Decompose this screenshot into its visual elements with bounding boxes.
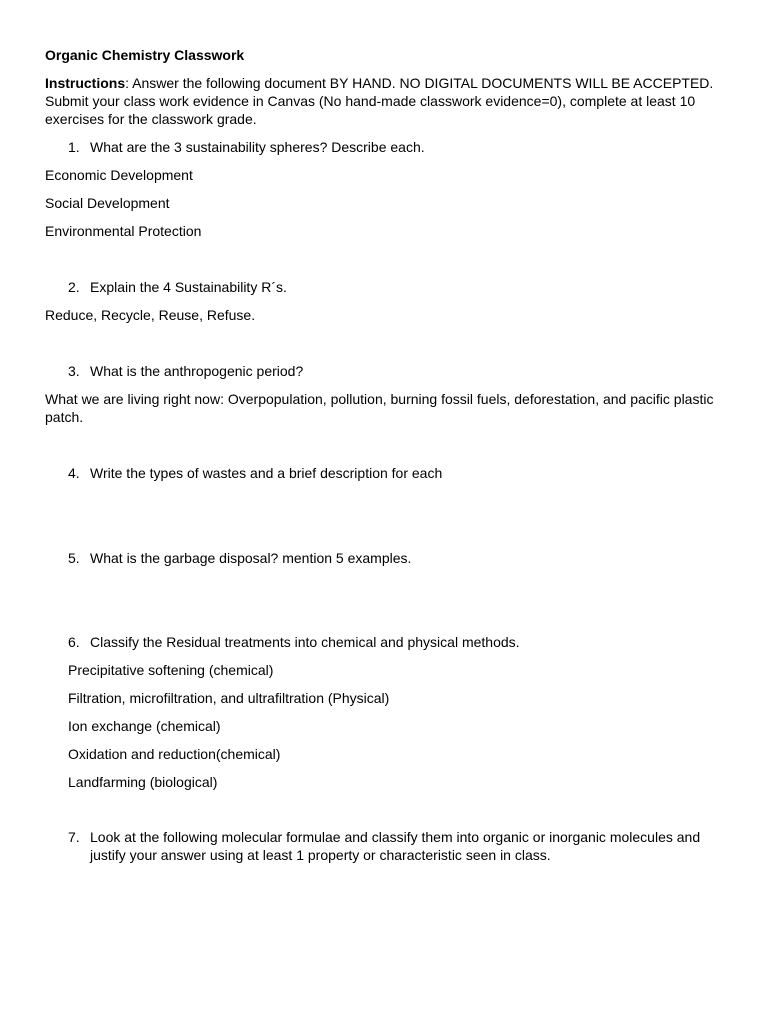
answer-1-3: Environmental Protection: [45, 223, 202, 239]
question-text: What are the 3 sustainability spheres? Describe each.: [90, 139, 425, 155]
question-text: Write the types of wastes and a brief description for each: [90, 465, 443, 481]
question-number: 2.: [68, 279, 80, 295]
question-4: [45, 464, 725, 482]
question-text: What is the anthropogenic period?: [90, 363, 304, 379]
answer-6-4: Oxidation and reduction(chemical): [68, 746, 281, 762]
answer-6-1: Precipitative softening (chemical): [68, 662, 274, 678]
question-number: 3.: [68, 363, 80, 379]
question-6: [45, 633, 725, 651]
question-number: 7.: [68, 829, 80, 845]
document-page: [45, 45, 725, 864]
answer-6-3: Ion exchange (chemical): [68, 718, 221, 734]
answer-6-2: Filtration, microfiltration, and ultrafiltration (Physical): [68, 690, 390, 706]
answer-2-1: Reduce, Recycle, Reuse, Refuse.: [45, 307, 256, 323]
answer-6-5: Landfarming (biological): [68, 774, 218, 790]
question-text: What is the garbage disposal? mention 5 examples.: [90, 550, 412, 566]
document-title: Organic Chemistry Classwork: [45, 47, 245, 63]
question-number: 6.: [68, 634, 80, 650]
answer-1-2: Social Development: [45, 195, 170, 211]
question-1: [45, 138, 725, 156]
question-text: Look at the following molecular formulae and classify them into organic or inorganic molecules and justify your answer using at least 1 property or characteristic seen in class.: [90, 829, 701, 863]
question-text: Explain the 4 Sustainability R´s.: [90, 279, 287, 295]
question-text: Classify the Residual treatments into chemical and physical methods.: [90, 634, 520, 650]
question-number: 4.: [68, 465, 80, 481]
question-3: [45, 362, 725, 380]
question-7: [45, 828, 725, 864]
question-2: [45, 278, 725, 296]
answer-1-1: Economic Development: [45, 167, 193, 183]
instructions-paragraph: [45, 74, 725, 128]
question-number: 5.: [68, 550, 80, 566]
question-5: [45, 549, 725, 567]
instructions-text: : Answer the following document BY HAND. NO DIGITAL DOCUMENTS WILL BE ACCEPTED. Submit your class work evidence in Canvas (No hand-made classwork evidence=0), complete at least 10 exercises for the classwork grade.: [45, 75, 714, 127]
answer-3-1: What we are living right now: Overpopulation, pollution, burning fossil fuels, deforestation, and pacific plastic patch.: [45, 391, 714, 425]
question-number: 1.: [68, 139, 80, 155]
instructions-label: Instructions: [45, 75, 126, 91]
